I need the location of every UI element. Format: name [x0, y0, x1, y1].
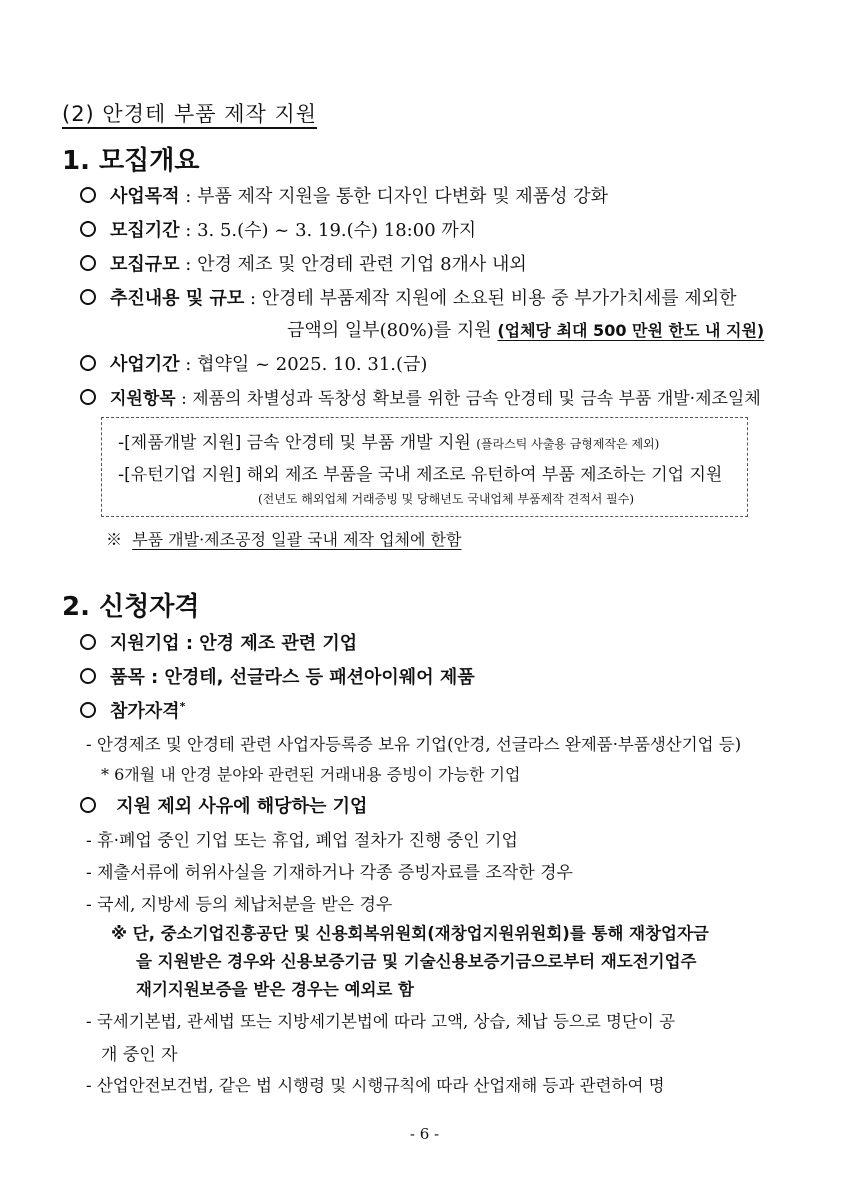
circle-bullet-icon [80, 389, 96, 405]
circle-bullet-icon [80, 289, 96, 305]
exclusion-4: - 국세기본법, 관세법 또는 지방세기본법에 따라 고액, 상습, 체납 등으로 명단이 공 [86, 1012, 676, 1031]
exclusion-5: - 산업안전보건법, 같은 법 시행령 및 시행규칙에 따라 산업재해 등과 관련하여 명 [86, 1076, 665, 1095]
box-line-uturn: -[유턴기업 지원] 해외 제조 부품을 국내 제조로 유턴하여 부품 제조하는 기업 지원 [118, 465, 723, 485]
item-scale: 모집규모 : 안경 제조 및 안경테 관련 기업 8개사 내외 [80, 250, 527, 276]
circle-bullet-icon [80, 668, 96, 684]
circle-bullet-icon [80, 255, 96, 271]
item-products: 품목 : 안경테, 선글라스 등 패션아이웨어 제품 [80, 663, 475, 689]
item-support-items: 지원항목 : 제품의 차별성과 독창성 확보를 위한 금속 안경테 및 금속 부품 개발·제조일체 [80, 384, 761, 409]
eligibility-line1: - 안경제조 및 안경테 관련 사업자등록증 보유 기업(안경, 선글라스 완제품·부품생산기업 등) [86, 735, 742, 754]
circle-bullet-icon [80, 355, 96, 371]
item-exclusions: 지원 제외 사유에 해당하는 기업 [80, 792, 367, 818]
circle-bullet-icon [80, 702, 96, 718]
item-company: 지원기업 : 안경 제조 관련 기업 [80, 629, 357, 655]
item-content: 추진내용 및 규모 : 안경테 부품제작 지원에 소요된 비용 중 부가가치세를 제외한 [80, 284, 737, 310]
exclusion-4-cont: 개 중인 자 [101, 1045, 178, 1065]
section1-note: ※ 부품 개발·제조공정 일괄 국내 제작 업체에 한함 [106, 530, 462, 549]
item-period: 모집기간 : 3. 5.(수) ~ 3. 19.(수) 18:00 까지 [80, 216, 476, 242]
eligibility-line2: * 6개월 내 안경 분야와 관련된 거래내용 증빙이 가능한 기업 [101, 765, 521, 784]
exclusion-1: - 휴·폐업 중인 기업 또는 휴업, 폐업 절차가 진행 중인 기업 [86, 831, 518, 851]
exclusion-3-note-l2: 을 지원받은 경우와 신용보증기금 및 기술신용보증기금으로부터 재도전기업주 [136, 952, 697, 971]
section1-title: 1. 모집개요 [62, 146, 200, 176]
exclusion-3-note-l3: 재기지원보증을 받은 경우는 예외로 함 [136, 980, 415, 999]
exclusion-3: - 국세, 지방세 등의 체납처분을 받은 경우 [86, 895, 393, 915]
item-purpose: 사업목적 : 부품 제작 지원을 통한 디자인 다변화 및 제품성 강화 [80, 182, 608, 208]
circle-bullet-icon [80, 634, 96, 650]
item-eligibility: 참가자격* [80, 697, 185, 723]
section2-title: 2. 신청자격 [62, 592, 200, 622]
circle-bullet-icon [80, 221, 96, 237]
circle-bullet-icon [80, 187, 96, 203]
page-number: - 6 - [409, 1125, 440, 1143]
exclusion-2: - 제출서류에 허위사실을 기재하거나 각종 증빙자료를 조작한 경우 [86, 863, 573, 883]
circle-bullet-icon [80, 797, 96, 813]
item-duration: 사업기간 : 협약일 ~ 2025. 10. 31.(금) [80, 350, 427, 376]
box-line-uturn-note: (전년도 해외업체 거래증빙 및 당해년도 국내업체 부품제작 견적서 필수) [258, 492, 635, 506]
subtitle: (2) 안경테 부품 제작 지원 [62, 102, 318, 126]
item-content-continued: 금액의 일부(80%)를 지원 (업체당 최대 500 만원 한도 내 지원) [287, 320, 765, 341]
exclusion-3-note-l1: ※ 단, 중소기업진흥공단 및 신용회복위원회(재창업지원위원회)를 통해 재창업자금 [111, 924, 709, 943]
box-line-product-dev: -[제품개발 지원] 금속 안경테 및 부품 개발 지원 (플라스틱 사출용 금형제작은 제외) [118, 433, 660, 453]
